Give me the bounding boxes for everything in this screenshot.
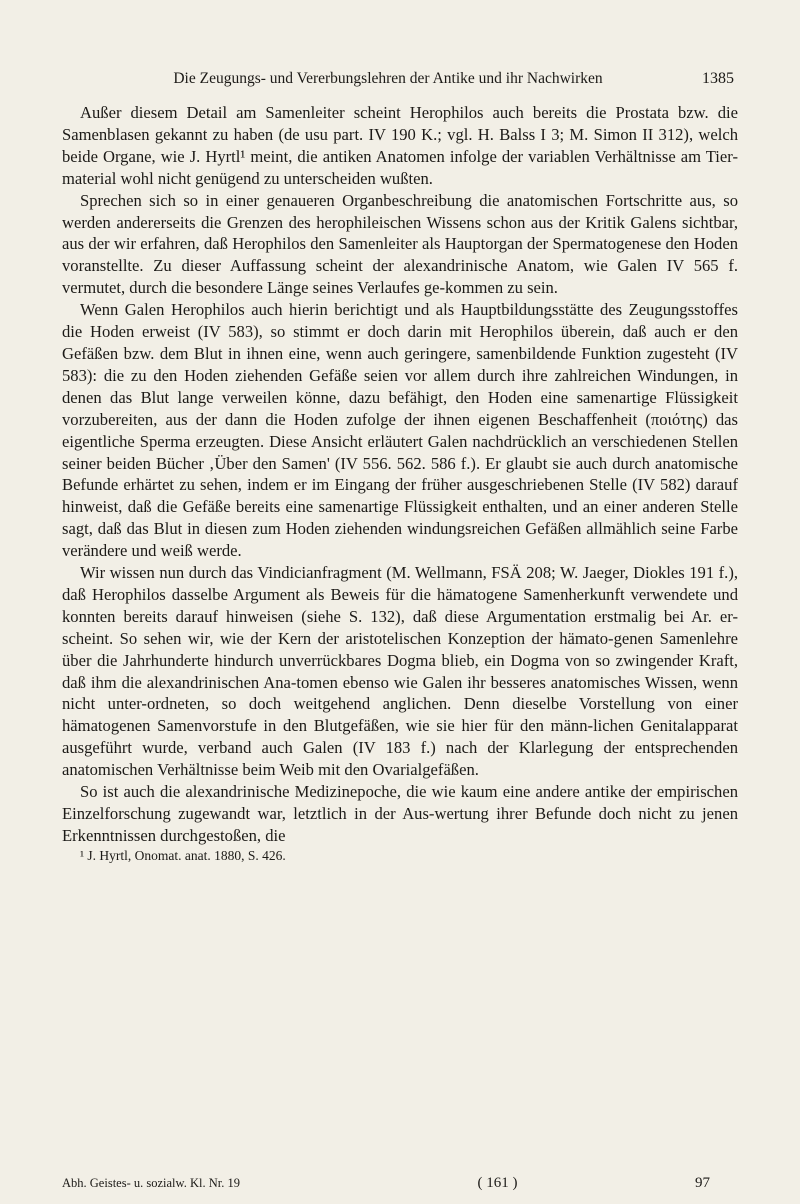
paragraph-3: Wenn Galen Herophilos auch hierin berichtigt und als Hauptbildungsstätte des Zeugungsstoffes die Hoden erweist (IV 583), so stimmt er doch darin mit Herophilos überein, daß auch er den Gefäßen bzw. dem Blut in ihnen eine, wenn auch geringere, samenbildende Funktion zugesteht (IV 583): die zu den Hoden ziehenden Gefäße seien vor allem durch ihre zahlreichen Windungen, in denen das Blut lange verweilen könne, dazu befähigt, den Hoden eine samenartige Flüssigkeit vorzubereiten, aus der dann die Hoden zufolge der ihnen eigenen Beschaffenheit (ποιότης) das eigentliche Sperma erzeugten. Diese Ansicht erläutert Galen nachdrücklich an verschiedenen Stellen seiner beiden Bücher ‚Über den Samen' (IV 556. 562. 586 f.). Er glaubt sie auch durch anatomische Befunde erhärtet zu sehen, indem er im Eingang der früher ausgeschriebenen Stelle (IV 582) darauf hinweist, daß die Gefäße bereits eine samenartige Flüssigkeit enthalten, und an einer anderen Stelle sagt, daß das Blut in diesen zum Hoden ziehenden windungsreichen Gefäßen allmählich seine Farbe verändere und weiß werde.	[62, 300, 738, 561]
page-number: 1385	[702, 70, 734, 87]
series-note: Abh. Geistes- u. sozialw. Kl. Nr. 19	[62, 1176, 240, 1190]
paragraph-5: So ist auch die alexandrinische Medizinepoche, die wie kaum eine andere antike der empirischen Einzelforschung zugewandt war, letztlich in der Aus-wertung ihrer Befunde doch nicht zu jenen Erkenntnissen durchgestoßen, die	[62, 782, 738, 845]
paragraph-1: Außer diesem Detail am Samenleiter scheint Herophilos auch bereits die Prostata bzw. die Samenblasen gekannt zu haben (de usu part. IV 190 K.; vgl. H. Balss I 3; M. Simon II 312), welch beide Organe, wie J. Hyrtl¹ meint, die antiken Anatomen infolge der variablen Verhältnisse am Tier-material wohl nicht genügend zu unterscheiden wußten.	[62, 103, 738, 188]
page-footer	[62, 1175, 710, 1192]
running-head	[62, 70, 738, 88]
paragraph-2: Sprechen sich so in einer genaueren Organbeschreibung die anatomischen Fortschritte aus, so werden andererseits die Grenzen des herophileischen Wissens schon aus der Kritik Galens sichtbar, aus der wir erfahren, daß Herophilos den Samenleiter als Hauptorgan der Spermatogenese den Hoden voranstellte. Zu dieser Auffassung scheint der alexandrinische Anatom, wie Galen IV 565 f. vermutet, durch die besondere Länge seines Verlaufes ge-kommen zu sein.	[62, 190, 738, 298]
footnote: ¹ J. Hyrtl, Onomat. anat. 1880, S. 426.	[80, 847, 286, 863]
sheet-number: 97	[695, 1175, 710, 1191]
paragraph-4: Wir wissen nun durch das Vindicianfragment (M. Wellmann, FSÄ 208; W. Jaeger, Diokles 191 f.), daß Herophilos dasselbe Argument als Beweis für die hämatogene Samenherkunft verwendete und konnten bereits darauf hinweisen (siehe S. 132), daß diese Argumentation erstmalig bei Ar. er-scheint. So sehen wir, wie der Kern der aristotelischen Konzeption der hämato-genen Samenlehre über die Jahrhunderte hindurch unverrückbares Dogma blieb, ein Dogma von so zwingender Kraft, daß ihm die alexandrinischen Ana-tomen ebenso wie Galen ihr besseres anatomisches Wissen, wenn nicht unter-ordneten, so doch weitgehend anglichen. Denn dieselbe Vorstellung von einer hämatogenen Samenvorstufe in den Blutgefäßen, wie sie hier für den männ-lichen Genitalapparat ausgeführt wurde, verband auch Galen (IV 183 f.) nach der Klarlegung der entsprechenden anatomischen Verhältnisse beim Weib mit den Ovarialgefäßen.	[62, 563, 738, 780]
inner-page-number: ( 161 )	[477, 1175, 518, 1191]
body-text	[62, 102, 738, 847]
running-head-title: Die Zeugungs- und Vererbungslehren der Antike und ihr Nachwirken	[173, 70, 603, 87]
